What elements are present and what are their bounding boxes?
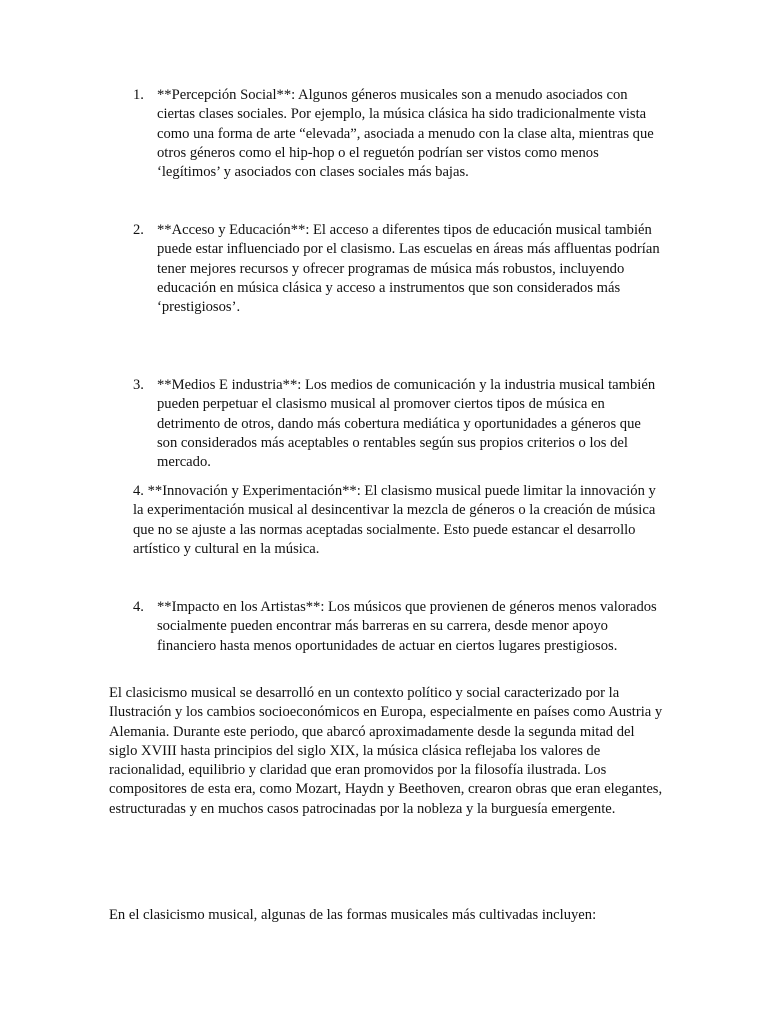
list-item-impacto-artistas	[133, 598, 663, 656]
list-item-text: **Impacto en los Artistas**: Los músicos que provienen de géneros menos valorados socialmente pueden encontrar más barreras en su carrera, desde menor apoyo financiero hasta menos oportunidades de actuar en ciertos lugares prestigiosos.	[157, 599, 657, 654]
list-number: 3.	[133, 377, 144, 393]
list-item-text: **Acceso y Educación**: El acceso a diferentes tipos de educación musical también puede estar influenciado por el clasismo. Las escuelas en áreas más affluentas podrían tener mejores recursos y ofrecer programas de música más robustos, incluyendo educación en música clásica y acceso a instrumentos que son considerados más ‘prestigiosos’.	[157, 222, 660, 316]
list-item-percepcion-social	[133, 86, 663, 182]
list-number: 4.	[133, 599, 144, 615]
list-item-text: **Percepción Social**: Algunos géneros musicales son a menudo asociados con ciertas clases sociales. Por ejemplo, la música clásica ha sido tradicionalmente vista como una forma de arte “elevada”, asociada a menudo con la clase alta, mientras que otros géneros como el hip-hop o el reguetón podrían ser vistos como menos ‘legítimos’ y asociados con clases sociales más bajas.	[157, 87, 654, 181]
list-item-medios-industria	[133, 376, 663, 472]
paragraph-formas-musicales: En el clasicismo musical, algunas de las formas musicales más cultivadas incluyen:	[109, 907, 597, 923]
paragraph-clasicismo: El clasicismo musical se desarrolló en un contexto político y social caracterizado por la Ilustración y los cambios socioeconómicos en Europa, especialmente en países como Austria y Alemania. Durante este periodo, que abarcó aproximadamente desde la segunda mitad del siglo XVIII hasta principios del siglo XIX, la música clásica reflejaba los valores de racionalidad, equilibrio y claridad que eran promovidos por la filosofía ilustrada. Los compositores de esta era, como Mozart, Haydn y Beethoven, crearon obras que eran elegantes, estructuradas y en muchos casos patrocinadas por la nobleza y la burguesía emergente.	[109, 685, 663, 817]
list-number: 1.	[133, 87, 144, 103]
list-item-text: **Medios E industria**: Los medios de comunicación y la industria musical también pueden perpetuar el clasismo musical al promover ciertos tipos de música en detrimento de otros, dando más cobertura mediática y oportunidades a géneros que son considerados más aceptables o rentables según sus propios criterios o los del mercado.	[157, 377, 656, 471]
paragraph-innovacion: 4. **Innovación y Experimentación**: El clasismo musical puede limitar la innovación y la experimentación musical al desincentivar la mezcla de géneros o la creación de música que no se ajuste a las normas aceptadas socialmente. Esto puede estancar el desarrollo artístico y cultural en la música.	[133, 483, 656, 557]
list-number: 2.	[133, 222, 144, 238]
list-item-acceso-educacion	[133, 221, 663, 317]
